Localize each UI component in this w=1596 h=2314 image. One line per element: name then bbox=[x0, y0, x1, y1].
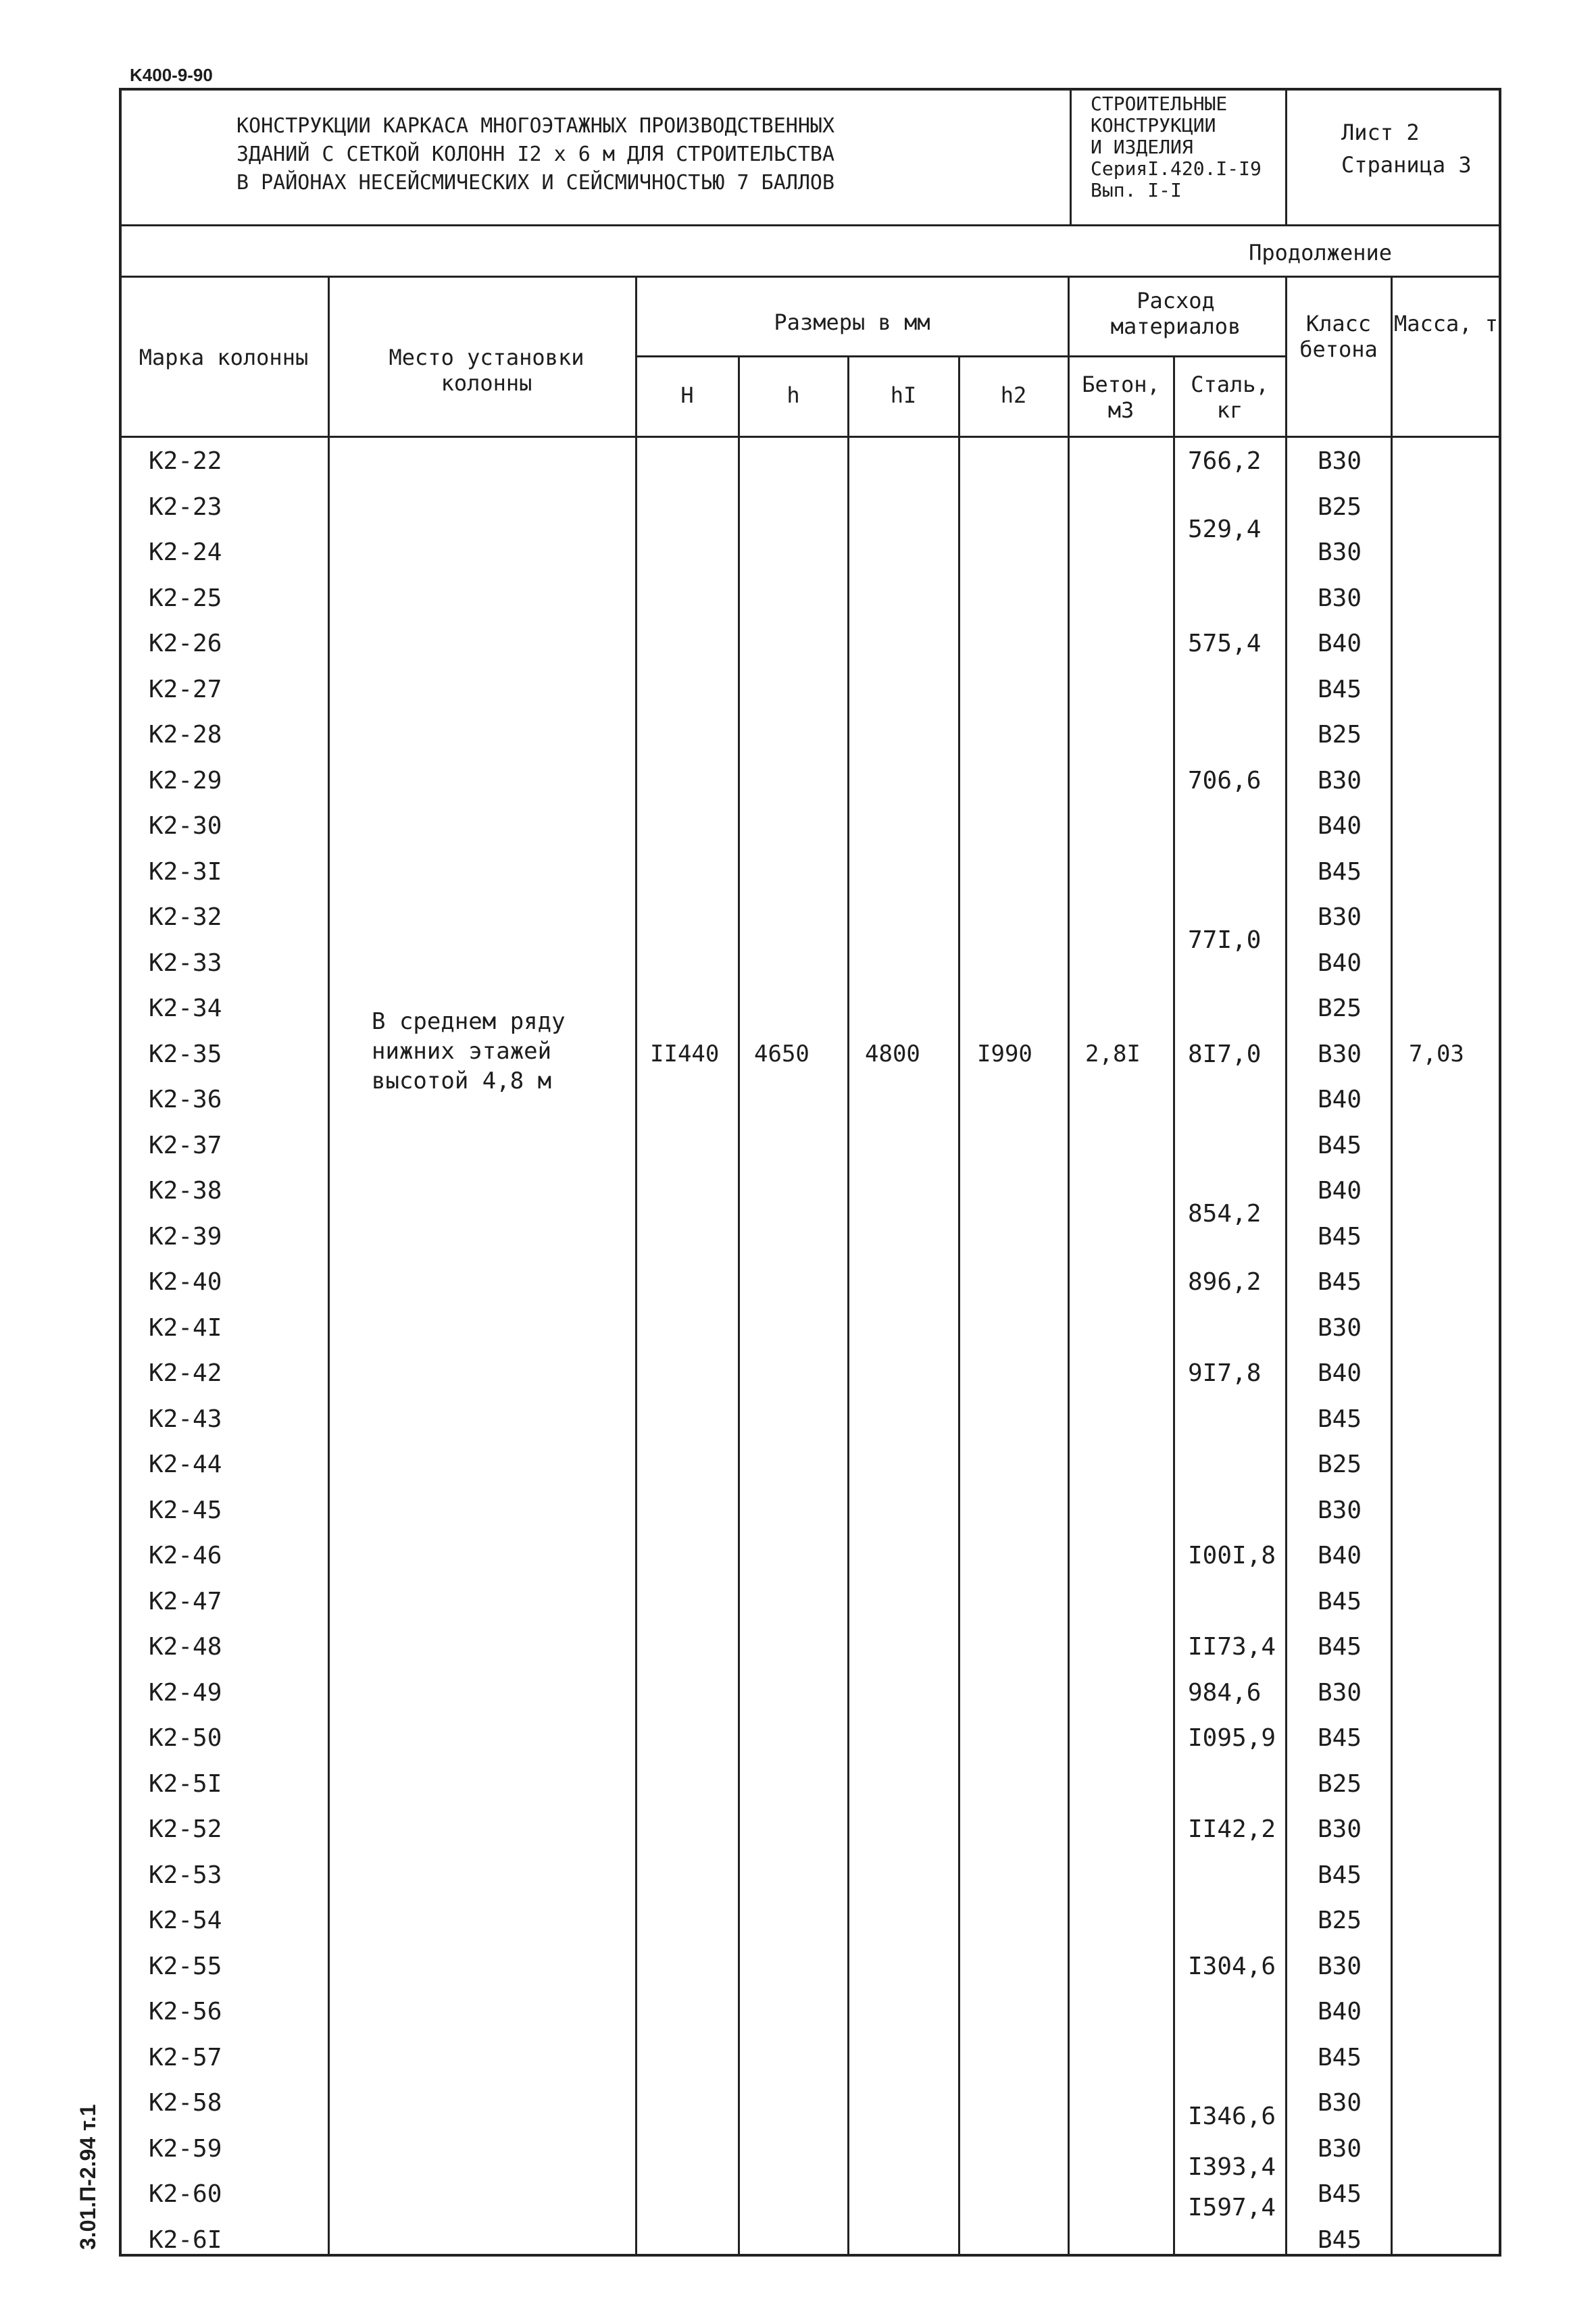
col-rule-mass bbox=[1391, 277, 1393, 2255]
col-rule-class bbox=[1285, 277, 1287, 2255]
column-mark: К2-27 bbox=[149, 675, 222, 703]
column-mark: К2-59 bbox=[149, 2134, 222, 2163]
column-mark: К2-35 bbox=[149, 1040, 222, 1068]
concrete-class: В30 bbox=[1318, 1678, 1362, 1707]
col-rule-h1 bbox=[847, 357, 849, 2255]
col-rule-H bbox=[635, 277, 637, 2255]
concrete-class: В25 bbox=[1318, 1769, 1362, 1798]
col-rule-h bbox=[738, 357, 740, 2255]
series-line: Вып. I-I bbox=[1091, 179, 1182, 201]
series-line: СТРОИТЕЛЬНЫЕ bbox=[1091, 93, 1228, 115]
column-mark: К2-24 bbox=[149, 538, 222, 566]
h1-cell: 4800 bbox=[865, 1040, 920, 1067]
concrete-class: В25 bbox=[1318, 493, 1362, 521]
header-h1: hI bbox=[890, 382, 917, 408]
column-mark: К2-34 bbox=[149, 995, 222, 1022]
concrete-class: В40 bbox=[1318, 1177, 1362, 1205]
steel-consumption: 77I,0 bbox=[1188, 926, 1262, 954]
header-sizes: Размеры в мм bbox=[774, 309, 930, 335]
steel-consumption: I393,4 bbox=[1188, 2153, 1276, 2181]
concrete-class: В30 bbox=[1318, 2089, 1362, 2117]
column-mark: К2-36 bbox=[149, 1086, 222, 1113]
place-text: В среднем ряду нижних этажей высотой 4,8 м bbox=[372, 1008, 566, 1095]
concrete-class: В30 bbox=[1318, 538, 1362, 566]
column-mark: К2-28 bbox=[149, 721, 222, 749]
col-rule-place bbox=[328, 277, 330, 2255]
column-mark: К2-32 bbox=[149, 903, 222, 931]
column-mark: К2-33 bbox=[149, 949, 222, 977]
concrete-cell: 2,8I bbox=[1085, 1040, 1141, 1067]
steel-consumption: I346,6 bbox=[1188, 2103, 1276, 2131]
header-steel: Сталь, кг bbox=[1191, 372, 1269, 423]
concrete-class: В40 bbox=[1318, 1542, 1362, 1569]
concrete-class: В45 bbox=[1318, 1724, 1362, 1752]
header-divider-1 bbox=[1070, 88, 1072, 226]
col-rule-concrete bbox=[1068, 277, 1070, 2255]
series-line: КОНСТРУКЦИИ bbox=[1091, 114, 1216, 136]
concrete-class: В45 bbox=[1318, 1587, 1362, 1615]
concrete-class: В45 bbox=[1318, 1268, 1362, 1296]
column-mark: К2-55 bbox=[149, 1952, 222, 1980]
concrete-class: В45 bbox=[1318, 857, 1362, 886]
steel-consumption: II73,4 bbox=[1188, 1633, 1276, 1661]
title-line: ЗДАНИЙ С СЕТКОЙ КОЛОНН I2 х 6 м ДЛЯ СТРОИТЕЛЬСТВА bbox=[236, 143, 835, 166]
steel-consumption: 766,2 bbox=[1188, 447, 1262, 475]
concrete-class: В30 bbox=[1318, 1815, 1362, 1843]
column-mark: К2-50 bbox=[149, 1724, 222, 1752]
column-mark: К2-44 bbox=[149, 1451, 222, 1478]
header-H: Н bbox=[680, 382, 694, 408]
column-mark: К2-49 bbox=[149, 1678, 222, 1707]
concrete-class: В25 bbox=[1318, 1451, 1362, 1478]
steel-consumption: I597,4 bbox=[1188, 2194, 1276, 2222]
concrete-class: В30 bbox=[1318, 766, 1362, 795]
concrete-class: В40 bbox=[1318, 1359, 1362, 1387]
column-mark: К2-23 bbox=[149, 493, 222, 521]
concrete-class: В45 bbox=[1318, 675, 1362, 703]
h-cell: 4650 bbox=[754, 1040, 809, 1067]
concrete-class: В30 bbox=[1318, 1313, 1362, 1342]
column-mark: К2-25 bbox=[149, 584, 222, 612]
column-mark: К2-60 bbox=[149, 2180, 222, 2208]
concrete-class: В30 bbox=[1318, 1952, 1362, 1980]
steel-consumption: 529,4 bbox=[1188, 515, 1262, 544]
column-mark: К2-52 bbox=[149, 1815, 222, 1843]
series-line: СерияI.420.I-I9 bbox=[1091, 157, 1262, 180]
concrete-class: В25 bbox=[1318, 721, 1362, 749]
concrete-class: В40 bbox=[1318, 1998, 1362, 2026]
header-mark: Марка колонны bbox=[139, 345, 309, 370]
steel-consumption: 8I7,0 bbox=[1188, 1040, 1262, 1068]
title-line: КОНСТРУКЦИИ КАРКАСА МНОГОЭТАЖНЫХ ПРОИЗВОДСТВЕННЫХ bbox=[236, 114, 835, 138]
concrete-class: В45 bbox=[1318, 1861, 1362, 1889]
column-mark: К2-45 bbox=[149, 1496, 222, 1524]
concrete-class: В40 bbox=[1318, 812, 1362, 840]
concrete-class: В30 bbox=[1318, 1040, 1362, 1068]
concrete-class: В40 bbox=[1318, 1086, 1362, 1113]
concrete-class: В30 bbox=[1318, 1496, 1362, 1524]
concrete-class: В45 bbox=[1318, 1405, 1362, 1433]
sheet-number: Лист 2 bbox=[1341, 120, 1420, 145]
document-code: K400-9-90 bbox=[130, 65, 213, 85]
steel-consumption: I095,9 bbox=[1188, 1724, 1276, 1752]
header-place: Место установки колонны bbox=[389, 345, 584, 396]
steel-consumption: 854,2 bbox=[1188, 1199, 1262, 1228]
concrete-class: В45 bbox=[1318, 2180, 1362, 2208]
concrete-class: В45 bbox=[1318, 1222, 1362, 1251]
col-rule-steel bbox=[1173, 357, 1175, 2255]
steel-consumption: 9I7,8 bbox=[1188, 1359, 1262, 1387]
steel-consumption: 896,2 bbox=[1188, 1268, 1262, 1296]
page-number: Страница 3 bbox=[1341, 152, 1472, 178]
continuation-label: Продолжение bbox=[1249, 240, 1392, 266]
col-rule-h2 bbox=[958, 357, 960, 2255]
column-mark: К2-26 bbox=[149, 630, 222, 657]
subheader-rule bbox=[635, 355, 1287, 357]
form-frame bbox=[119, 88, 1501, 2257]
column-mark: К2-37 bbox=[149, 1131, 222, 1159]
column-mark: К2-30 bbox=[149, 812, 222, 840]
column-mark: К2-57 bbox=[149, 2043, 222, 2071]
steel-consumption: I00I,8 bbox=[1188, 1542, 1276, 1569]
series-line: И ИЗДЕЛИЯ bbox=[1091, 136, 1193, 158]
header-h: h bbox=[787, 382, 800, 408]
document-title bbox=[236, 112, 1047, 197]
H-cell: II440 bbox=[650, 1040, 720, 1067]
steel-consumption: I304,6 bbox=[1188, 1952, 1276, 1980]
column-mark: К2-4I bbox=[149, 1313, 222, 1342]
column-mark: К2-58 bbox=[149, 2089, 222, 2117]
h2-cell: I990 bbox=[977, 1040, 1032, 1067]
column-mark: К2-22 bbox=[149, 447, 222, 475]
concrete-class: В40 bbox=[1318, 949, 1362, 977]
concrete-class: В40 bbox=[1318, 630, 1362, 657]
column-mark: К2-40 bbox=[149, 1268, 222, 1296]
header-h2: h2 bbox=[1000, 382, 1027, 408]
steel-consumption: II42,2 bbox=[1188, 1815, 1276, 1843]
column-mark: К2-3I bbox=[149, 857, 222, 886]
column-mark: К2-38 bbox=[149, 1177, 222, 1205]
header-consumption: Расход материалов bbox=[1110, 288, 1241, 339]
column-mark: К2-46 bbox=[149, 1542, 222, 1569]
header-concrete-class: Класс бетона bbox=[1299, 311, 1378, 362]
concrete-class: В30 bbox=[1318, 584, 1362, 612]
column-mark: К2-53 bbox=[149, 1861, 222, 1889]
steel-consumption: 706,6 bbox=[1188, 766, 1262, 795]
concrete-class: В45 bbox=[1318, 1633, 1362, 1661]
side-document-code: 3.01.П-2.94 т.1 bbox=[76, 2104, 100, 2250]
concrete-class: В30 bbox=[1318, 2134, 1362, 2163]
concrete-class: В25 bbox=[1318, 1907, 1362, 1934]
mass-cell: 7,03 bbox=[1409, 1040, 1464, 1067]
column-mark: К2-6I bbox=[149, 2225, 222, 2254]
column-mark: К2-48 bbox=[149, 1633, 222, 1661]
column-mark: К2-29 bbox=[149, 766, 222, 795]
column-mark: К2-42 bbox=[149, 1359, 222, 1387]
column-mark: К2-47 bbox=[149, 1587, 222, 1615]
concrete-class: В45 bbox=[1318, 2043, 1362, 2071]
concrete-class: В45 bbox=[1318, 1131, 1362, 1159]
concrete-class: В30 bbox=[1318, 447, 1362, 475]
column-mark: К2-5I bbox=[149, 1769, 222, 1798]
sheet-info bbox=[1341, 116, 1472, 181]
title-line: В РАЙОНАХ НЕСЕЙСМИЧЕСКИХ И СЕЙСМИЧНОСТЬЮ 7 БАЛЛОВ bbox=[236, 171, 835, 195]
header-bottom-rule bbox=[119, 224, 1501, 226]
column-mark: К2-43 bbox=[149, 1405, 222, 1433]
concrete-class: В25 bbox=[1318, 995, 1362, 1022]
concrete-class: В30 bbox=[1318, 903, 1362, 931]
continuation-rule bbox=[119, 276, 1501, 278]
series-info bbox=[1091, 93, 1293, 201]
concrete-class: В45 bbox=[1318, 2225, 1362, 2254]
column-mark: К2-54 bbox=[149, 1907, 222, 1934]
place-cell bbox=[372, 1007, 595, 1096]
column-mark: К2-39 bbox=[149, 1222, 222, 1251]
header-mass: Масса, т bbox=[1393, 311, 1499, 336]
header-concrete: Бетон, м3 bbox=[1082, 372, 1160, 423]
steel-consumption: 984,6 bbox=[1188, 1678, 1262, 1707]
table-header-bottom-rule bbox=[119, 436, 1501, 438]
steel-consumption: 575,4 bbox=[1188, 630, 1262, 657]
column-mark: К2-56 bbox=[149, 1998, 222, 2026]
